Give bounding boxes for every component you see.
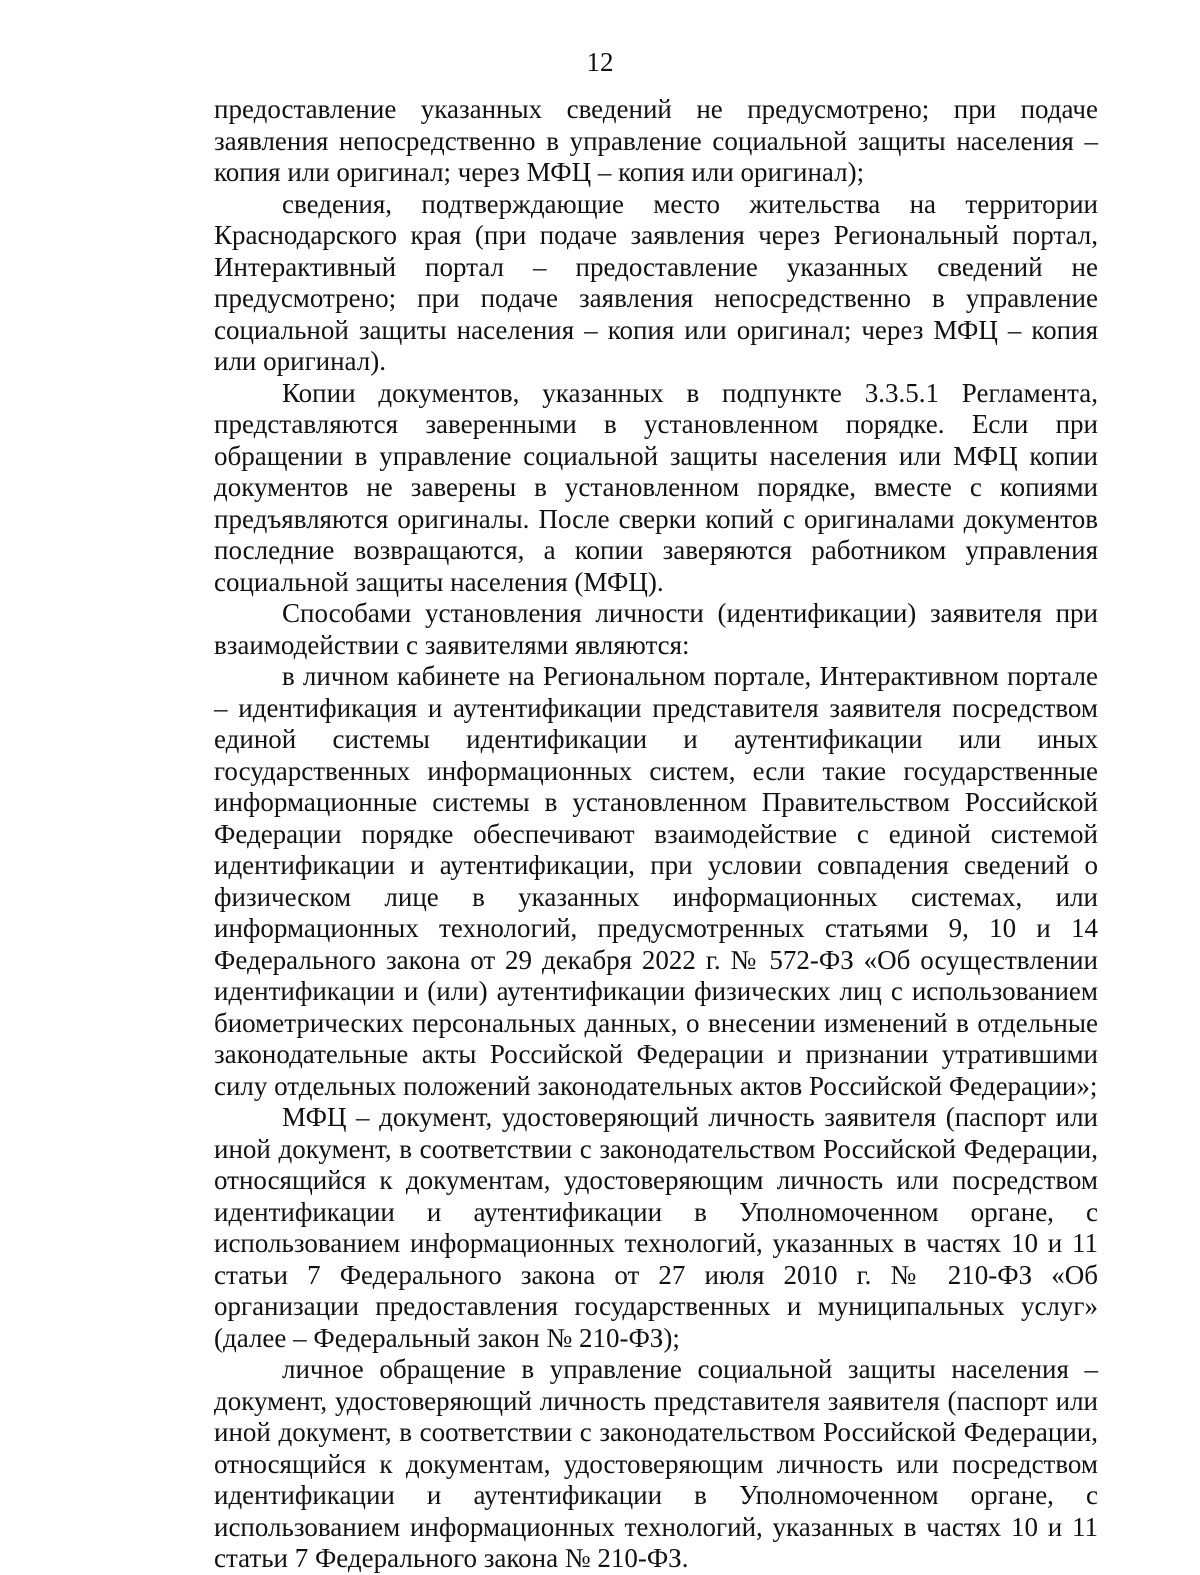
paragraph-portal-identification: в личном кабинете на Региональном портале, Интерактивном портале – идентификация и аутентификации представителя заявителя посредством единой системы идентификации и аутентификации или иных государственных информационных систем, если такие государственные информационные системы в установленном Правительством Российской Федерации порядке обеспечивают взаимодействие с единой системой идентификации и аутентификации, при условии совпадения сведений о физическом лице в указанных информационных системах, или информационных технологий, предусмотренных статьями 9, 10 и 14 Федерального закона от 29 декабря 2022 г. № 572-ФЗ «Об осуществлении идентификации и (или) аутентификации физических лиц с использованием биометрических персональных данных, о внесении изменений в отдельные законодательные акты Российской Федерации и признании утратившими силу отдельных положений законодательных актов Российской Федерации»; (214, 661, 1098, 1101)
paragraph-identification-methods: Способами установления личности (идентификации) заявителя при взаимодействии с заявителями являются: (214, 598, 1098, 660)
paragraph-residence-info: сведения, подтверждающие место жительства на территории Краснодарского края (при подаче заявления через Региональный портал, Интерактивный портал – предоставление указанных сведений не предусмотрено; при подаче заявления непосредственно в управление социальной защиты населения – копия или оригинал; через МФЦ – копия или оригинал). (214, 188, 1098, 376)
paragraph-mfc-identification: МФЦ – документ, удостоверяющий личность заявителя (паспорт или иной документ, в соответствии с законодательством Российской Федерации, относящийся к документам, удостоверяющим личность или посредством идентификации и аутентификации в Уполномоченном органе, с использованием информационных технологий, указанных в частях 10 и 11 статьи 7 Федерального закона от 27 июля 2010 г. № 210-ФЗ «Об организации предоставления государственных и муниципальных услуг» (далее – Федеральный закон № 210-ФЗ); (214, 1102, 1098, 1353)
paragraph-continuation: предоставление указанных сведений не предусмотрено; при подаче заявления непосредственно в управление социальной защиты населения – копия или оригинал; через МФЦ – копия или оригинал); (214, 94, 1098, 187)
body-text (214, 94, 1098, 1575)
paragraph-document-copies: Копии документов, указанных в подпункте 3.3.5.1 Регламента, представляются заверенными в установленном порядке. Если при обращении в управление социальной защиты населения или МФЦ копии документов не заверены в установленном порядке, вместе с копиями предъявляются оригиналы. После сверки копий с оригиналами документов последние возвращаются, а копии заверяются работником управления социальной защиты населения (МФЦ). (214, 377, 1098, 597)
paragraph-personal-visit: личное обращение в управление социальной защиты населения – документ, удостоверяющий личность представителя заявителя (паспорт или иной документ, в соответствии с законодательством Российской Федерации, относящийся к документам, удостоверяющим личность или посредством идентификации и аутентификации в Уполномоченном органе, с использованием информационных технологий, указанных в частях 10 и 11 статьи 7 Федерального закона № 210-ФЗ. (214, 1354, 1098, 1573)
page-number: 12 (586, 47, 614, 77)
